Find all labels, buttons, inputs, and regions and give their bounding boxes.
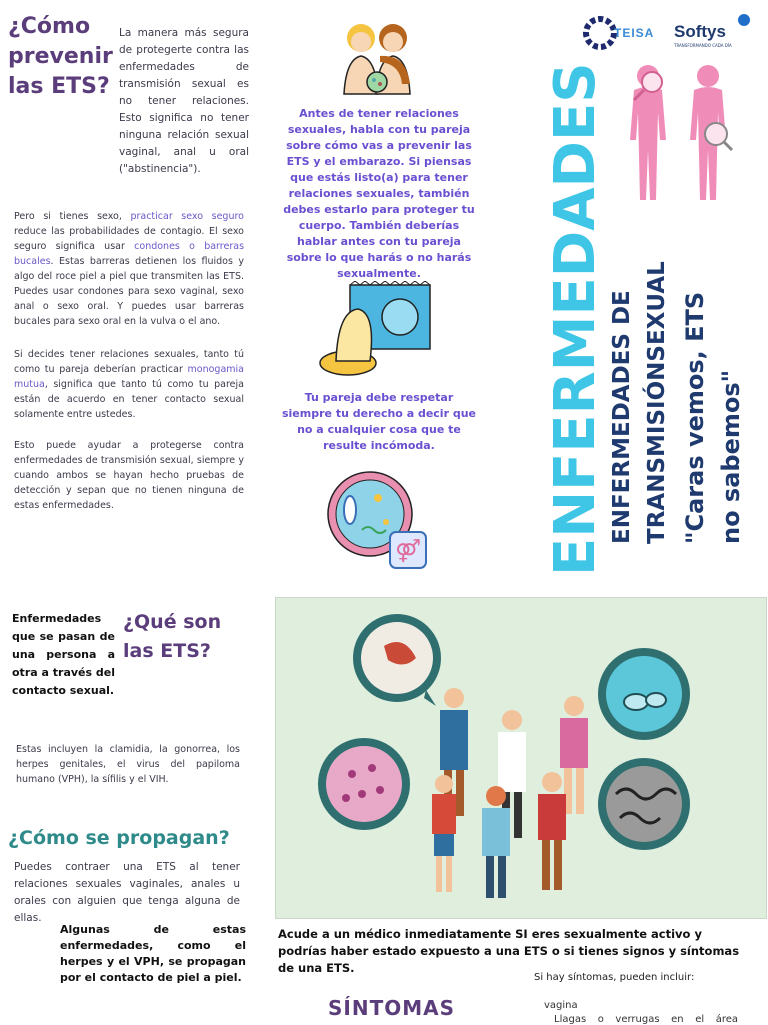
softys-logo xyxy=(674,14,758,54)
doctor-text: Acude a un médico inmediatamente SI eres sexualmente activo y podrías haber estado expuesto a una ETS o si tienes signos y síntomas de una ETS. xyxy=(278,927,740,975)
symptom-1: vagina xyxy=(544,1000,578,1011)
slogan-line-2: no sabemos" xyxy=(717,369,745,544)
p2-text-c: . Estas barreras detienen los fluidos y algo del roce piel a piel que transmiten las ETS. Puedes usar condones para sexo vaginal, sexo anal o sexo oral. Y puedes usar barreras bucales para sexo oral en la vulva o el ano. xyxy=(14,256,244,327)
symptoms-intro: Si hay síntomas, pueden incluir: xyxy=(534,972,695,983)
p3-text-b: , significa que tanto tú como tu pareja están de acuerdo en tener contacto sexual solamente entre ustedes. xyxy=(14,379,244,420)
safe-sex-link[interactable]: practicar sexo seguro xyxy=(130,211,244,222)
prevent-heading: ¿Cómo prevenir las ETS? xyxy=(8,14,113,99)
prevent-paragraph-2 xyxy=(14,209,244,329)
teisa-logo-text: TEISA xyxy=(614,26,655,40)
monogamy-link[interactable]: monogamia mutua xyxy=(14,364,244,390)
title-big: ENFERMEDADES xyxy=(543,62,608,576)
talk-text: Antes de tener relaciones sexuales, habla con tu pareja sobre cómo vas a prevenir las ETS y el embarazo. Si piensas que estás listo(a) para tener relaciones sexuales, también debes estarlo para proteger tu cuerpo. También deberías hablar antes con tu pareja sobre lo que harás o no harás sexualmente. xyxy=(283,107,475,280)
slogan-line-1: "Caras vemos, ETS xyxy=(681,291,709,544)
sintomas-heading: SÍNTOMAS xyxy=(328,996,456,1020)
condoms-link[interactable]: condones o barreras bucales xyxy=(14,241,245,267)
couple-icon xyxy=(336,14,418,96)
title-line-1: ENFERMEDADES DE xyxy=(609,290,635,544)
definition-text: Enfermedades que se pasan de una persona a otra a través del contacto sexual. xyxy=(12,612,115,697)
prevent-paragraph-4: Esto puede ayudar a protegerse contra enfermedades de transmisión sexual, siempre y cuando ambos se hayan hecho pruebas de detección y sepan que no tienen ninguna de estas enfermedades. xyxy=(14,440,244,511)
spread-paragraph-2: Algunas de estas enfermedades, como el herpes y el VPH, se propagan por el contacto de piel a piel. xyxy=(60,923,246,984)
p3-text-a: Si decides tener relaciones sexuales, tanto tú como tu pareja deberían practicar xyxy=(14,349,244,375)
gear-icon xyxy=(582,12,618,54)
softys-dot-icon xyxy=(738,14,750,26)
condom-icon xyxy=(318,281,434,381)
p2-text-b: reduce las probabilidades de contagio. El sexo seguro significa usar xyxy=(14,226,244,252)
p2-text-a: Pero si tienes sexo, xyxy=(14,211,131,222)
softys-logo-text: Softys xyxy=(674,22,726,41)
includes-text: Estas incluyen la clamidia, la gonorrea, los herpes genitales, el virus del papiloma humano (VPH), la sífilis y el VIH. xyxy=(16,744,240,785)
symptom-2: Llagas o verrugas en el área xyxy=(554,1014,738,1025)
respect-text: Tu pareja debe respetar siempre tu derecho a decir que no a cualquier cosa que te resulte incómoda. xyxy=(281,391,476,452)
people-bacteria-illustration xyxy=(275,597,767,919)
bacteria-icon xyxy=(326,470,430,574)
teisa-logo xyxy=(582,12,658,54)
prevent-paragraph-3 xyxy=(14,347,244,422)
spread-paragraph-1: Puedes contraer una ETS al tener relaciones sexuales vaginales, anales u orales con alguien que tenga alguna de ellas. xyxy=(14,861,240,924)
title-line-2: TRANSMISIÓNSEXUAL xyxy=(644,261,670,544)
what-heading: ¿Qué son las ETS? xyxy=(123,611,222,662)
svg-text:⚤: ⚤ xyxy=(395,539,421,564)
spread-heading: ¿Cómo se propagan? xyxy=(8,827,230,849)
softys-tagline: TRANSFORMANDO CADA DÍA xyxy=(674,43,732,48)
prevent-paragraph-1: La manera más segura de protegerte contra las enfermedades de transmisión sexual es no tener relaciones. Esto significa no tener ninguna relación sexual vaginal, anal u oral ("abstinencia"). xyxy=(119,27,249,175)
body-figures-icon xyxy=(622,60,742,206)
illustration-svg xyxy=(276,598,766,918)
